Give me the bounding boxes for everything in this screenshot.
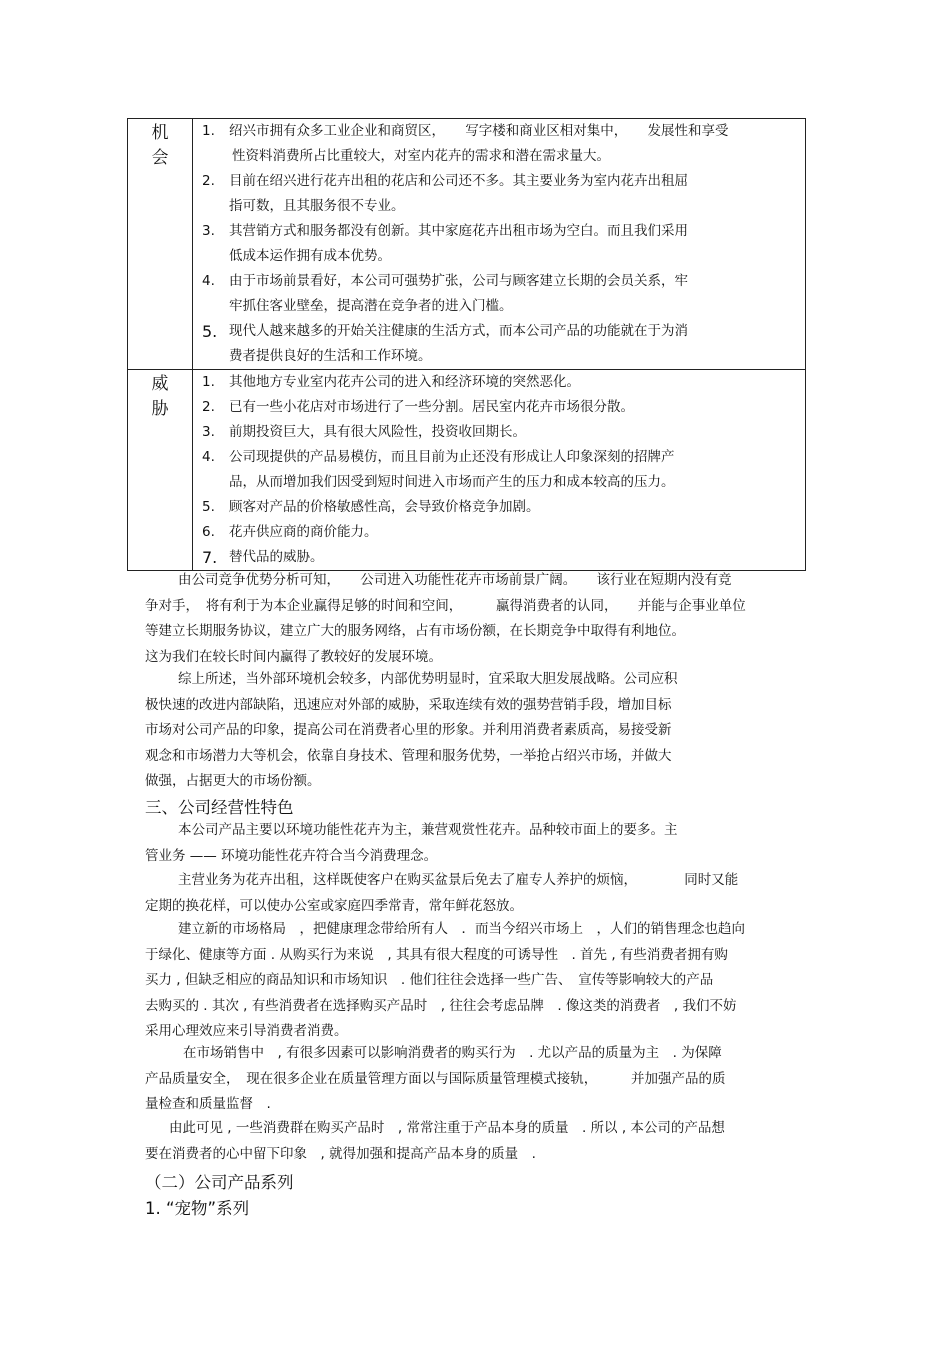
opportunities-row — [128, 119, 806, 370]
paragraph-quality: 在市场销售中 , 有很多因素可以影响消费者的购买行为 . 尤以产品的质量为主 . 为保障 产品质量安全， 现在很多企业在质量管理方面以与国际质量管理模式接轨， 并加强产品的质 量检查和质量监督 . — [145, 1045, 726, 1113]
paragraph-competitive-advantage: 由公司竞争优势分析可知， 公司进入功能性花卉市场前景广阔。 该行业在短期内没有竞 争对手， 将有利于为本企业赢得足够的时间和空间， 赢得消费者的认同， 并能与企事业单位 等建立长期服务协议，建立广大的服务网络，占有市场份额，在长期竞争中取得有利地位。 这为我们在较长时间内赢得了教较好的发展环境。 — [145, 572, 746, 665]
list-item: 2. 目前在绍兴进行花卉出租的花店和公司还不多。其主要业务为室内花卉出租屈 指可数，且其服务很不专业。 — [202, 173, 688, 214]
threats-label: 威 胁 — [128, 370, 193, 571]
swot-table — [127, 118, 806, 571]
opportunities-label: 机 会 — [128, 119, 193, 370]
list-item: 4. 由于市场前景看好，本公司可强势扩张，公司与顾客建立长期的会员关系，牢 牢抓住客业壁垒，提高潜在竞争者的进入门槛。 — [202, 273, 688, 314]
list-item: 3. 前期投资巨大，具有很大风险性，投资收回期长。 — [202, 424, 526, 440]
threats-list — [193, 370, 806, 571]
threats-row — [128, 370, 806, 571]
paragraph-conclusion: 由此可见 , 一些消费群在购买产品时 , 常常注重于产品本身的质量 . 所以 , 本公司的产品想 要在消费者的心中留下印象 , 就得加强和提高产品本身的质量 . — [145, 1120, 725, 1162]
list-item: 5. 顾客对产品的价格敏感性高，会导致价格竞争加剧。 — [202, 499, 540, 515]
list-item: 7. 替代品的威胁。 — [202, 548, 324, 567]
paragraph-products: 本公司产品主要以环境功能性花卉为主，兼营观赏性花卉。品种较市面上的要多。主 管业务 —— 环境功能性花卉符合当今消费理念。 — [145, 822, 678, 864]
paragraph-summary: 综上所述，当外部环境机会较多，内部优势明显时，宜采取大胆发展战略。公司应积 极快速的改进内部缺陷，迅速应对外部的威胁，采取连续有效的强势营销手段，增加目标 市场对公司产品的印象，提高公司在消费者心里的形象。并利用消费者素质高，易接受新 观念和市场潜力大等机会，依靠自身技术、管理和服务优势，一举抢占绍兴市场，并做大 做强，占据更大的市场份额。 — [145, 671, 678, 790]
section-heading-business-features: 三、公司经营性特色 — [145, 798, 294, 817]
list-item: 6. 花卉供应商的商价能力。 — [202, 524, 378, 540]
list-item: 2. 已有一些小花店对市场进行了一些分割。居民室内花卉市场很分散。 — [202, 399, 634, 415]
paragraph-rental: 主营业务为花卉出租，这样既使客户在购买盆景后免去了雇专人养护的烦恼， 同时又能 定期的换花样，可以使办公室或家庭四季常青，常年鲜花怒放。 — [145, 872, 739, 914]
list-item: 1. 其他地方专业室内花卉公司的进入和经济环境的突然恶化。 — [202, 374, 580, 390]
list-item: 1. 绍兴市拥有众多工业企业和商贸区， 写字楼和商业区相对集中， 发展性和享受 性资料消费所占比重较大，对室内花卉的需求和潜在需求量大。 — [202, 123, 729, 164]
list-item: 4. 公司现提供的产品易模仿，而且目前为止还没有形成让人印象深刻的招牌产 品，从而增加我们因受到短时间进入市场而产生的压力和成本较高的压力。 — [202, 449, 675, 490]
section-heading-pet-series: 1. “宠物”系列 — [145, 1199, 250, 1218]
list-item: 5. 现代人越来越多的开始关注健康的生活方式，而本公司产品的功能就在于为消 费者提供良好的生活和工作环境。 — [202, 322, 688, 364]
opportunities-list — [193, 119, 806, 370]
paragraph-market-pattern: 建立新的市场格局 ，把健康理念带给所有人 ．而当今绍兴市场上 ，人们的销售理念也趋向 于绿化、健康等方面 . 从购买行为来说 , 其具有很大程度的可诱导性 . 首先 , 有些消费者拥有购 买力 , 但缺乏相应的商品知识和市场知识 . 他们往往会选择一些广告、 宣传等影响较大的产品 去购买的 . 其次 , 有些消费者在选择购买产品时 , 往往会考虑品牌 . 像这类的消费者 , 我们不妨 采用心理效应来引导消费者消费。 — [145, 921, 745, 1040]
section-heading-product-series: （二）公司产品系列 — [145, 1173, 294, 1192]
list-item: 3. 其营销方式和服务都没有创新。其中家庭花卉出租市场为空白。而且我们采用 低成本运作拥有成本优势。 — [202, 223, 688, 264]
